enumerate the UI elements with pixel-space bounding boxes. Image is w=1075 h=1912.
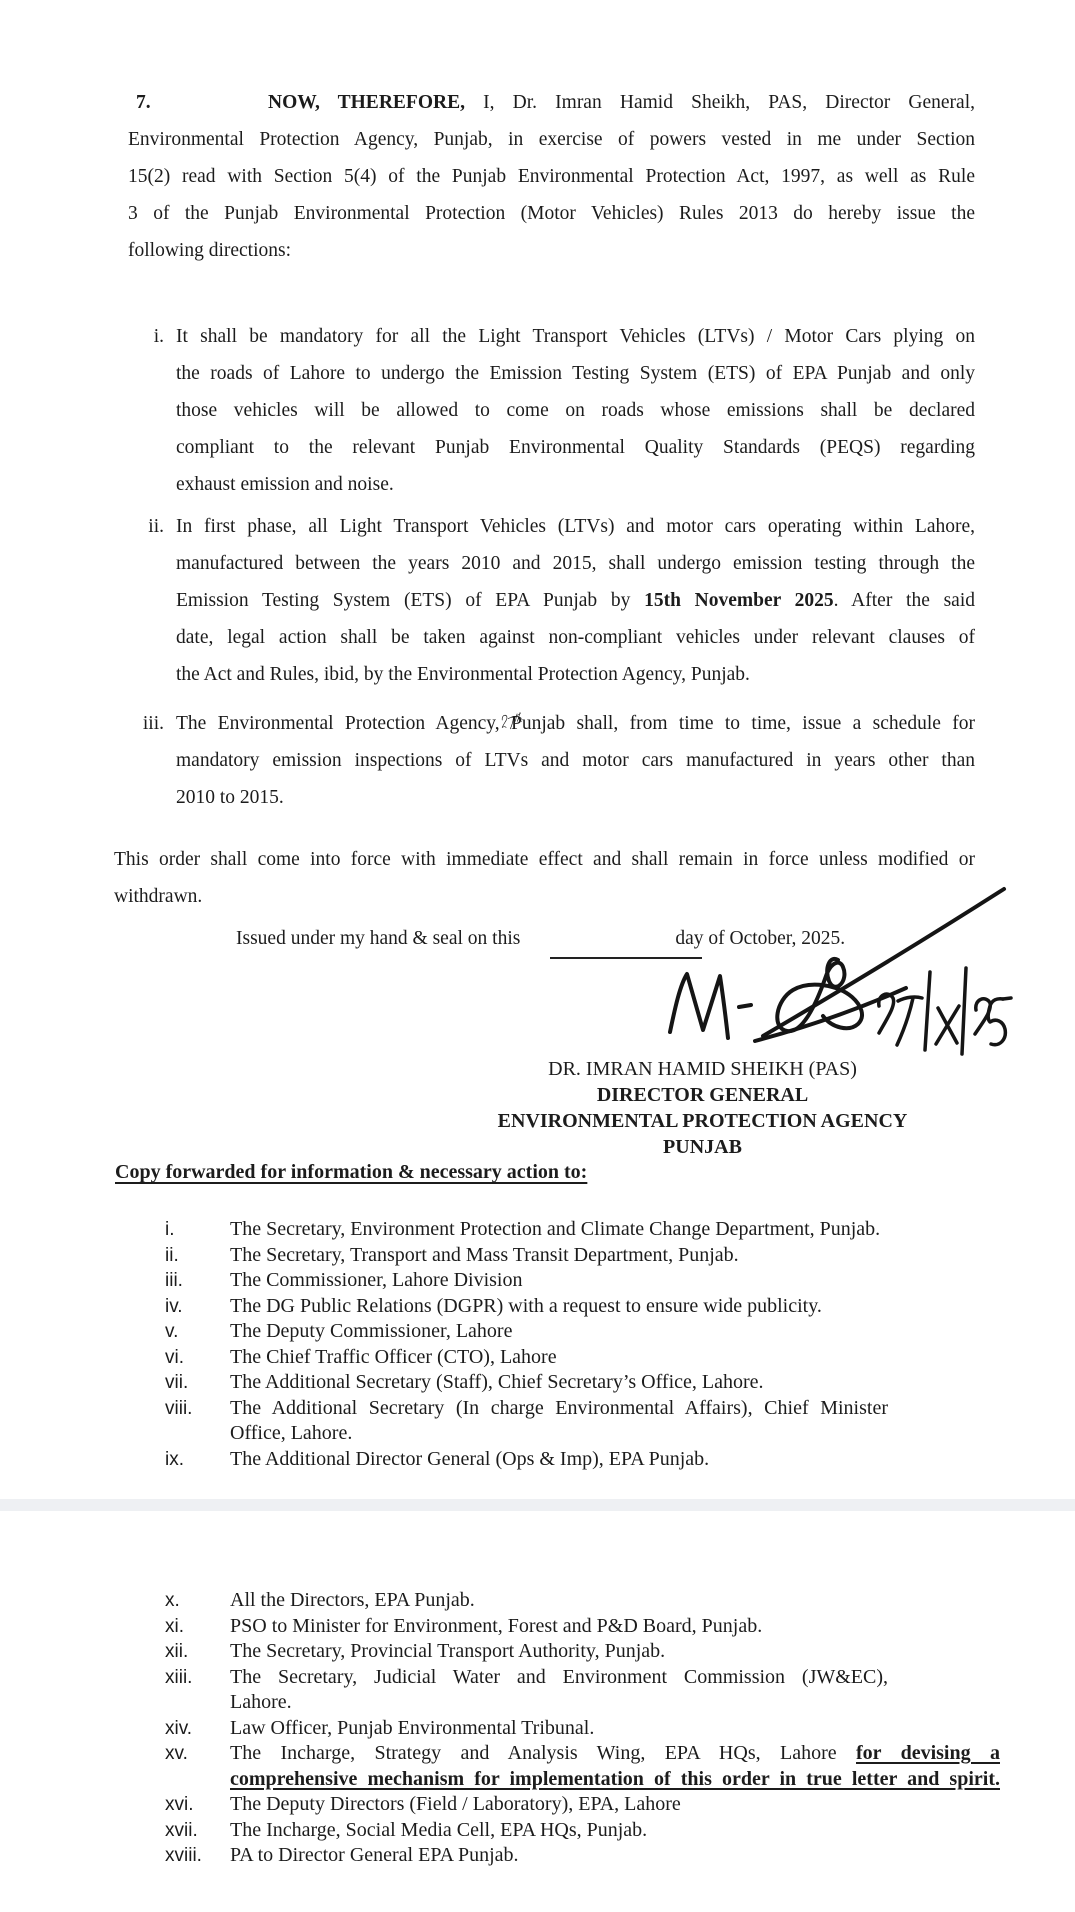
text-segment: The Deputy Directors (Field / Laboratory), EPA, Lahore bbox=[230, 1793, 681, 1815]
list-marker: vii. bbox=[165, 1372, 189, 1393]
text-segment: Office, Lahore. bbox=[230, 1422, 353, 1444]
text-segment: It shall be mandatory for all the Light Transport Vehicles (LTVs) / Motor Cars plying on bbox=[176, 326, 975, 347]
text-segment: mandatory emission inspections of LTVs and motor cars manufactured in years other than bbox=[176, 750, 975, 771]
copy-list-item bbox=[165, 1614, 1045, 1640]
text-line bbox=[230, 1818, 1045, 1844]
signature-scribble bbox=[640, 865, 1020, 1065]
text-line bbox=[176, 619, 975, 656]
text-line bbox=[128, 121, 975, 158]
text-segment: Emission Testing System (ETS) of EPA Punjab by bbox=[176, 590, 645, 611]
text-segment: All the Directors, EPA Punjab. bbox=[230, 1589, 475, 1611]
text-line bbox=[230, 1665, 888, 1691]
text-line bbox=[176, 656, 975, 693]
text-segment: The Commissioner, Lahore Division bbox=[230, 1269, 523, 1291]
copy-list-item bbox=[165, 1665, 1045, 1716]
text-segment: for devising a bbox=[856, 1742, 1000, 1764]
text-segment: This order shall come into force with immediate effect and shall remain in force unless modified or bbox=[114, 849, 975, 870]
text-segment: The Secretary, Provincial Transport Authority, Punjab. bbox=[230, 1640, 666, 1662]
text-line bbox=[230, 1716, 1045, 1742]
signature-block bbox=[420, 1056, 985, 1160]
copy-list-item bbox=[165, 1818, 1045, 1844]
text-line bbox=[176, 582, 975, 619]
copy-list-item bbox=[165, 1588, 1045, 1614]
text-segment: The Secretary, Environment Protection and Climate Change Department, Punjab. bbox=[230, 1218, 881, 1240]
copy-list-item bbox=[165, 1447, 1045, 1473]
list-marker: viii. bbox=[165, 1397, 193, 1419]
text-segment: the Act and Rules, ibid, by the Environmental Protection Agency, Punjab. bbox=[176, 664, 750, 685]
list-marker: i. bbox=[153, 326, 164, 347]
copy-list-item bbox=[165, 1716, 1045, 1742]
text-line bbox=[230, 1639, 1045, 1665]
text-segment: The Environmental Protection Agency, Punjab shall, from time to time, issue a schedule for bbox=[176, 713, 975, 734]
text-segment: withdrawn. bbox=[114, 886, 203, 907]
directive-item-ii bbox=[128, 508, 975, 693]
text-line bbox=[176, 392, 975, 429]
directive-item-i bbox=[128, 318, 975, 503]
text-segment: Environmental Protection Agency, Punjab, in exercise of powers vested in me under Section bbox=[128, 129, 975, 150]
list-marker: xv. bbox=[165, 1743, 188, 1764]
list-marker: iv. bbox=[165, 1295, 183, 1317]
text-segment: 15(2) read with Section 5(4) of the Punjab Environmental Protection Act, 1997, as well as Rule bbox=[128, 166, 975, 187]
text-line bbox=[230, 1741, 1000, 1767]
list-marker: xiv. bbox=[165, 1717, 193, 1739]
text-segment: I, Dr. Imran Hamid Sheikh, PAS, Director General, bbox=[464, 92, 975, 113]
list-marker: iii. bbox=[165, 1270, 183, 1291]
text-line bbox=[230, 1447, 1045, 1473]
text-line bbox=[230, 1243, 1045, 1269]
text-line bbox=[176, 742, 975, 779]
list-marker: ix. bbox=[165, 1448, 184, 1470]
text-segment: The Secretary, Transport and Mass Transit Department, Punjab. bbox=[230, 1243, 739, 1266]
copy-list-item bbox=[165, 1294, 1045, 1320]
text-line bbox=[176, 779, 975, 816]
copy-forwarded-heading: Copy forwarded for information & necessary action to: bbox=[115, 1161, 588, 1183]
copy-list-item bbox=[165, 1396, 1045, 1447]
text-line bbox=[128, 158, 975, 195]
signatory-title-3: PUNJAB bbox=[663, 1136, 742, 1158]
directive-item-iii bbox=[128, 705, 975, 816]
text-segment: PA to Director General EPA Punjab. bbox=[230, 1844, 519, 1866]
text-line bbox=[230, 1294, 1045, 1320]
signatory-name: DR. IMRAN HAMID SHEIKH (PAS) bbox=[548, 1058, 857, 1080]
copy-list-item bbox=[165, 1370, 1045, 1396]
text-line bbox=[230, 1421, 1045, 1447]
page-divider bbox=[0, 1499, 1075, 1511]
text-segment: Law Officer, Punjab Environmental Tribunal. bbox=[230, 1716, 595, 1739]
text-line bbox=[128, 84, 975, 121]
text-line bbox=[230, 1843, 1045, 1869]
text-line bbox=[230, 1370, 1045, 1396]
text-line bbox=[230, 1690, 1045, 1716]
copy-list-item bbox=[165, 1639, 1045, 1665]
list-marker: ii. bbox=[148, 516, 164, 537]
text-line bbox=[128, 232, 975, 269]
list-marker: vi. bbox=[165, 1346, 184, 1368]
paragraph-number: 7. bbox=[136, 92, 151, 113]
copy-list-item bbox=[165, 1243, 1045, 1269]
text-segment: following directions: bbox=[128, 240, 292, 261]
copy-list-page1 bbox=[165, 1217, 1045, 1472]
list-marker: iii. bbox=[142, 713, 164, 734]
text-segment: 2010 to 2015. bbox=[176, 787, 284, 808]
list-marker: x. bbox=[165, 1590, 180, 1611]
text-segment: date, legal action shall be taken against non-compliant vehicles under relevant clauses of bbox=[176, 627, 975, 648]
copy-list-item bbox=[165, 1792, 1045, 1818]
text-line bbox=[230, 1614, 1045, 1640]
text-line bbox=[230, 1792, 1045, 1818]
text-segment: The Incharge, Social Media Cell, EPA HQs, Punjab. bbox=[230, 1818, 648, 1841]
text-line bbox=[230, 1319, 1045, 1345]
text-segment: The Secretary, Judicial Water and Environment Commission (JW&EC), bbox=[230, 1665, 888, 1688]
copy-list-item bbox=[165, 1319, 1045, 1345]
text-segment: manufactured between the years 2010 and 2015, shall undergo emission testing through the bbox=[176, 553, 975, 574]
text-line bbox=[176, 429, 975, 466]
text-line bbox=[230, 1396, 888, 1422]
text-segment: The Additional Secretary (In charge Environmental Affairs), Chief Minister bbox=[230, 1396, 888, 1419]
text-segment: The DG Public Relations (DGPR) with a request to ensure wide publicity. bbox=[230, 1294, 822, 1317]
text-segment: the roads of Lahore to undergo the Emission Testing System (ETS) of EPA Punjab and only bbox=[176, 363, 975, 384]
list-marker: xvi. bbox=[165, 1794, 194, 1815]
text-segment: The Chief Traffic Officer (CTO), Lahore bbox=[230, 1345, 557, 1368]
issued-text-before: Issued under my hand & seal on this bbox=[236, 928, 521, 949]
list-marker: xii. bbox=[165, 1641, 189, 1662]
text-line bbox=[176, 355, 975, 392]
list-marker: v. bbox=[165, 1321, 179, 1342]
paragraph-7-lines bbox=[128, 84, 975, 269]
text-line bbox=[128, 195, 975, 232]
text-line bbox=[230, 1217, 1045, 1243]
text-line bbox=[176, 545, 975, 582]
issued-text-after: day of October, 2025. bbox=[675, 928, 846, 949]
text-line bbox=[176, 508, 975, 545]
directive-text bbox=[176, 508, 975, 693]
text-segment: those vehicles will be allowed to come on roads whose emissions shall be declared bbox=[176, 400, 975, 421]
signatory-title-2: ENVIRONMENTAL PROTECTION AGENCY bbox=[497, 1110, 908, 1132]
text-segment: NOW, THEREFORE, bbox=[268, 92, 465, 113]
text-line bbox=[176, 705, 975, 742]
copy-list-item bbox=[165, 1217, 1045, 1243]
text-segment: comprehensive mechanism for implementation of this order in true letter and spirit. bbox=[230, 1767, 1000, 1790]
text-line bbox=[230, 1588, 1045, 1614]
copy-list-item bbox=[165, 1345, 1045, 1371]
list-marker: ii. bbox=[165, 1244, 179, 1266]
copy-list-item bbox=[165, 1843, 1045, 1869]
copy-list-page2 bbox=[165, 1588, 1045, 1869]
signatory-title-1: DIRECTOR GENERAL bbox=[596, 1084, 809, 1106]
copy-list-item bbox=[165, 1741, 1045, 1792]
directive-text bbox=[176, 318, 975, 503]
text-segment: Lahore. bbox=[230, 1691, 292, 1713]
text-segment: . After the said bbox=[833, 590, 975, 611]
directive-text bbox=[176, 705, 975, 816]
list-marker: xvii. bbox=[165, 1819, 198, 1841]
list-marker: xiii. bbox=[165, 1666, 193, 1688]
list-marker: i. bbox=[165, 1219, 175, 1240]
text-segment: 15th November 2025 bbox=[644, 590, 834, 611]
text-line bbox=[230, 1345, 1045, 1371]
text-line bbox=[176, 318, 975, 355]
list-marker: xviii. bbox=[165, 1845, 202, 1866]
text-line bbox=[176, 466, 975, 503]
text-segment: In first phase, all Light Transport Vehicles (LTVs) and motor cars operating within Lahore, bbox=[176, 516, 975, 537]
text-line bbox=[230, 1268, 1045, 1294]
text-segment: compliant to the relevant Punjab Environmental Quality Standards (PEQS) regarding bbox=[176, 437, 975, 458]
text-segment: The Additional Secretary (Staff), Chief Secretary’s Office, Lahore. bbox=[230, 1371, 764, 1393]
copy-list-item bbox=[165, 1268, 1045, 1294]
text-segment: PSO to Minister for Environment, Forest and P&D Board, Punjab. bbox=[230, 1614, 763, 1637]
text-segment: The Additional Director General (Ops & Imp), EPA Punjab. bbox=[230, 1447, 710, 1470]
list-marker: xi. bbox=[165, 1615, 184, 1637]
text-segment: 3 of the Punjab Environmental Protection (Motor Vehicles) Rules 2013 do hereby issue the bbox=[128, 203, 975, 224]
text-segment: The Deputy Commissioner, Lahore bbox=[230, 1320, 513, 1342]
text-segment: exhaust emission and noise. bbox=[176, 474, 394, 495]
text-segment: The Incharge, Strategy and Analysis Wing, EPA HQs, Lahore bbox=[230, 1742, 857, 1764]
text-line bbox=[230, 1767, 1000, 1793]
order-paragraph-7 bbox=[128, 84, 975, 269]
